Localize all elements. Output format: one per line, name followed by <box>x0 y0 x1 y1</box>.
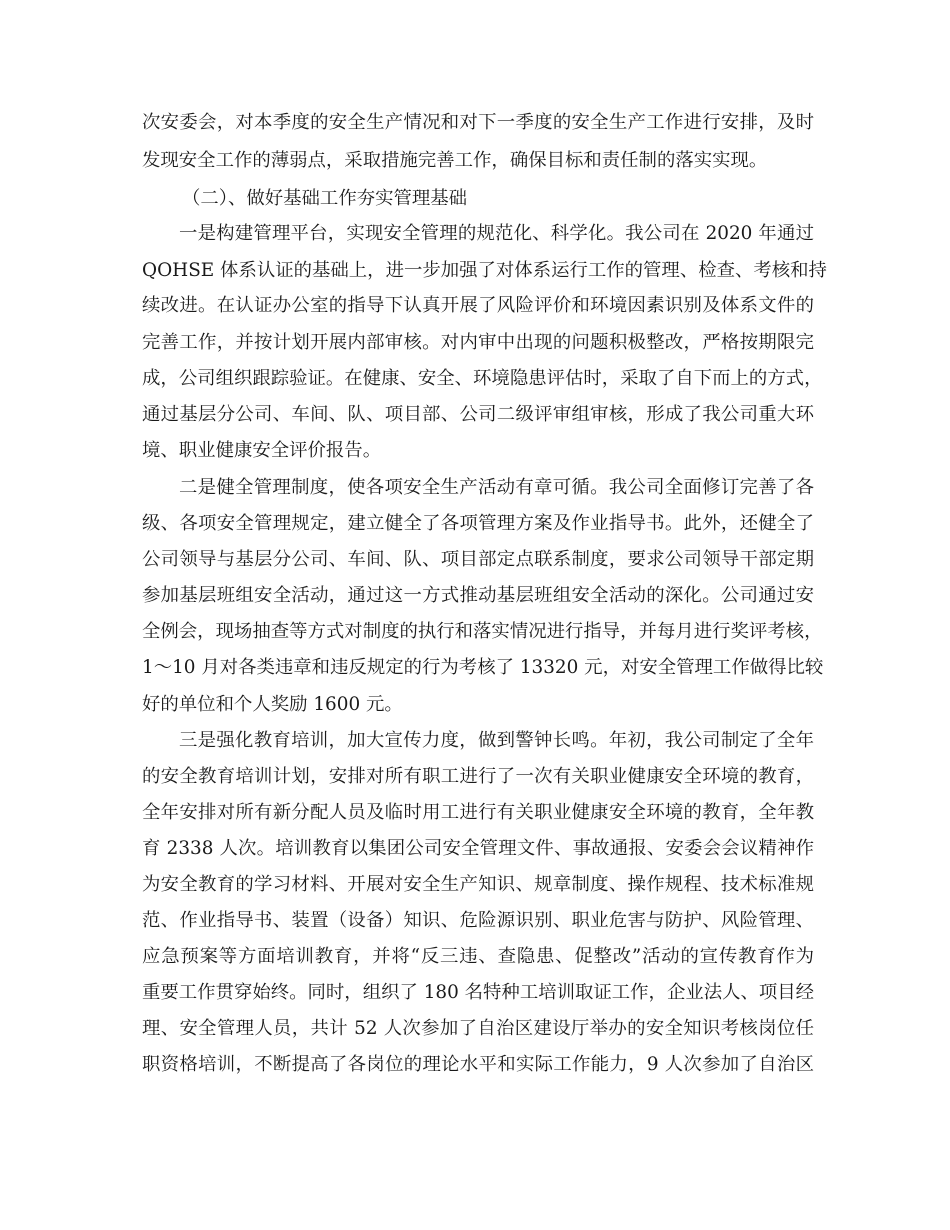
text-line: 全例会，现场抽查等方式对制度的执行和落实情况进行指导，并每月进行奖评考核， <box>142 621 823 642</box>
text-line: 级、各项安全管理规定，建立健全了各项管理方案及作业指导书。此外，还健全了 <box>142 513 814 534</box>
text-line: 好的单位和个人奖励 1600 元。 <box>142 694 403 715</box>
text-line: 一是构建管理平台，实现安全管理的规范化、科学化。我公司在 2020 年通过 <box>179 223 814 244</box>
text-line: 完善工作，并按计划开展内部审核。对内审中出现的问题积极整改，严格按期限完 <box>142 332 814 353</box>
text-line: 成，公司组织跟踪验证。在健康、安全、环境隐患评估时，采取了自下而上的方式， <box>142 368 823 389</box>
text-line: QOHSE 体系认证的基础上，进一步加强了对体系运行工作的管理、检查、考核和持 <box>142 260 827 281</box>
text-line: 重要工作贯穿始终。同时，组织了 180 名特种工培训取证工作，企业法人、项目经 <box>142 982 815 1003</box>
text-line: 发现安全工作的薄弱点，采取措施完善工作，确保目标和责任制的落实实现。 <box>142 150 768 171</box>
text-line: 应急预案等方面培训教育，并将“反三违、查隐患、促整改”活动的宣传教育作为 <box>142 946 814 967</box>
text-line: 续改进。在认证办公室的指导下认真开展了风险评价和环境因素识别及体系文件的 <box>142 295 814 316</box>
text-line: 通过基层分公司、车间、队、项目部、公司二级评审组审核，形成了我公司重大环 <box>142 404 814 425</box>
text-line: 为安全教育的学习材料、开展对安全生产知识、规章制度、操作规程、技术标准规 <box>142 874 814 895</box>
text-line: 范、作业指导书、装置（设备）知识、危险源识别、职业危害与防护、风险管理、 <box>142 910 814 931</box>
text-line: 二是健全管理制度，使各项安全生产活动有章可循。我公司全面修订完善了各 <box>179 477 814 498</box>
text-line: 次安委会，对本季度的安全生产情况和对下一季度的安全生产工作进行安排，及时 <box>142 112 814 133</box>
text-line: 1～10 月对各类违章和违反规定的行为考核了 13320 元，对安全管理工作做得比较 <box>142 657 824 678</box>
section-heading: （二）、做好基础工作夯实管理基础 <box>182 188 468 209</box>
text-line: 育 2338 人次。培训教育以集团公司安全管理文件、事故通报、安委会会议精神作 <box>142 838 814 859</box>
text-line: 职资格培训，不断提高了各岗位的理论水平和实际工作能力，9 人次参加了自治区 <box>142 1054 814 1075</box>
text-line: 全年安排对所有新分配人员及临时用工进行有关职业健康安全环境的教育，全年教 <box>142 802 814 823</box>
text-line: 三是强化教育培训，加大宣传力度，做到警钟长鸣。年初，我公司制定了全年 <box>179 730 814 751</box>
text-line: 理、安全管理人员，共计 52 人次参加了自治区建设厅举办的安全知识考核岗位任 <box>142 1018 814 1039</box>
text-line: 参加基层班组安全活动，通过这一方式推动基层班组安全活动的深化。公司通过安 <box>142 585 814 606</box>
text-line: 公司领导与基层分公司、车间、队、项目部定点联系制度，要求公司领导干部定期 <box>142 549 814 570</box>
text-line: 的安全教育培训计划，安排对所有职工进行了一次有关职业健康安全环境的教育， <box>142 766 814 787</box>
text-line: 境、职业健康安全评价报告。 <box>142 440 382 461</box>
